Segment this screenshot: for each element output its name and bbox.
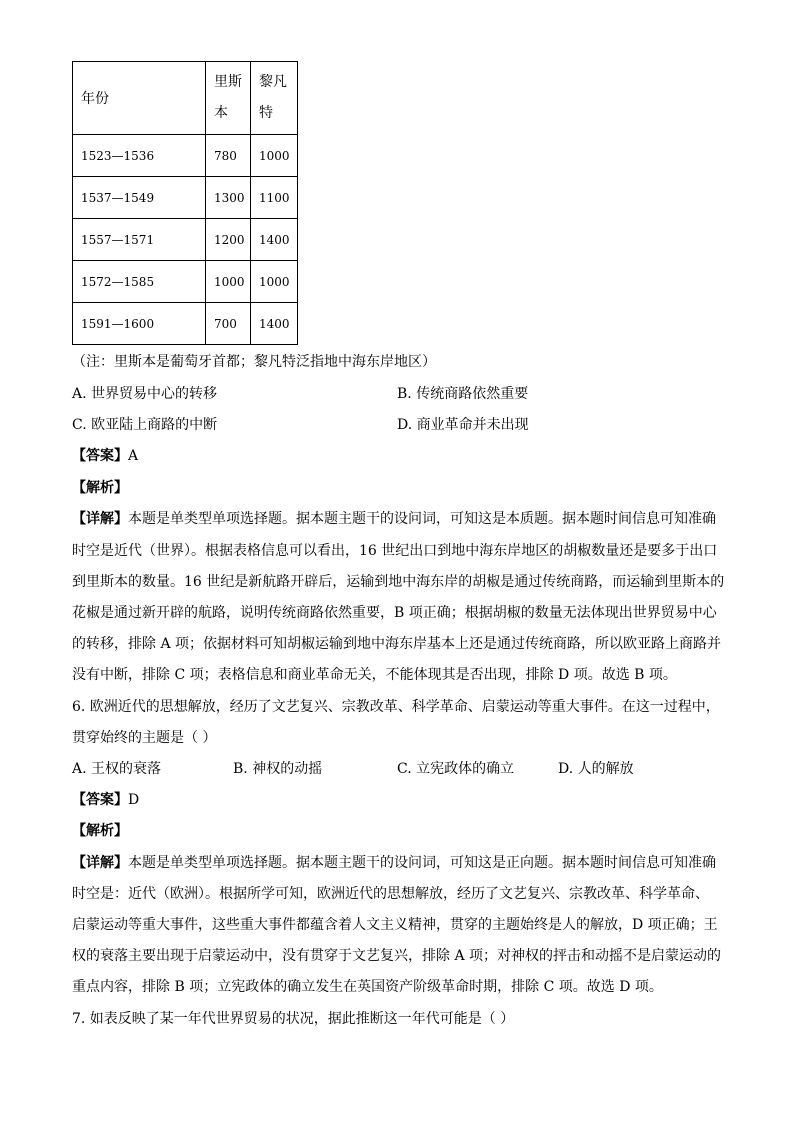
table-row: [73, 177, 298, 219]
cell-year: 1537—1549: [73, 177, 206, 219]
q5-detail-line: 到里斯本的数量。16 世纪是新航路开辟后，运输到地中海东岸的胡椒是通过传统商路，而运输到里斯本的: [72, 574, 725, 590]
q6-option-b: B. 神权的动摇: [233, 761, 323, 777]
q5-option-b: B. 传统商路依然重要: [397, 386, 529, 402]
q7-stem: 7. 如表反映了某一年代世界贸易的状况，据此推断这一年代可能是（ ）: [72, 1011, 515, 1027]
table-row: [73, 219, 298, 261]
cell-lisbon: 700: [206, 303, 251, 345]
cell-year: 1572—1585: [73, 261, 206, 303]
q6-detail-line: 重点内容，排除 B 项；立宪政体的确立发生在英国资产阶级革命时期，排除 C 项。故选 D 项。: [72, 979, 663, 995]
answer-value: A: [128, 448, 139, 464]
q6-detail-line: 启蒙运动等重大事件，这些重大事件都蕴含着人文主义精神，贯穿的主题始终是人的解放，D 项正确；王: [72, 917, 718, 933]
q5-option-d: D. 商业革命并未出现: [397, 417, 529, 433]
detail-tag: 【详解】: [72, 511, 128, 527]
pepper-export-table: [72, 61, 298, 345]
cell-lisbon: 1000: [206, 261, 251, 303]
table-header-row: [73, 62, 298, 135]
cell-levant: 1000: [251, 261, 298, 303]
q5-detail-line: 时空是近代（世界）。根据表格信息可以看出，16 世纪出口到地中海东岸地区的胡椒数量还是要多于出口: [72, 543, 718, 559]
cell-levant: 1000: [251, 135, 298, 177]
answer-value: D: [128, 792, 140, 808]
q6-detail-line: 时空是：近代（欧洲）。根据所学可知，欧洲近代的思想解放，经历了文艺复兴、宗教改革、科学革命、: [72, 886, 709, 902]
q6-stem: 贯穿始终的主题是（ ）: [72, 730, 217, 746]
cell-levant: 1400: [251, 219, 298, 261]
q6-stem: 6. 欧洲近代的思想解放，经历了文艺复兴、宗教改革、科学革命、启蒙运动等重大事件。在这一过程中，: [72, 699, 720, 715]
detail-tag: 【详解】: [72, 855, 128, 871]
table-note: （注：里斯本是葡萄牙首都；黎凡特泛指地中海东岸地区）: [72, 354, 436, 370]
cell-levant: 1100: [251, 177, 298, 219]
q6-analysis-tag: 【解析】: [72, 823, 128, 839]
answer-tag: 【答案】: [72, 792, 128, 808]
q6-option-d: D. 人的解放: [558, 761, 634, 777]
q5-detail-line: 没有中断，排除 C 项；表格信息和商业革命无关，不能体现其是否出现，排除 D 项。故选 B 项。: [72, 667, 677, 683]
table-row: [73, 303, 298, 345]
cell-lisbon: 780: [206, 135, 251, 177]
cell-year: 1591—1600: [73, 303, 206, 345]
header-lisbon: 里斯 本: [206, 62, 251, 135]
q5-answer: [72, 446, 138, 466]
cell-lisbon: 1300: [206, 177, 251, 219]
q5-detail-line: 【详解】本题是单类型单项选择题。据本题主题干的设问词，可知这是本质题。据本题时间信息可知准确: [72, 511, 716, 527]
q6-option-a: A. 王权的衰落: [72, 761, 162, 777]
table-row: [73, 261, 298, 303]
q6-answer: [72, 790, 139, 810]
cell-lisbon: 1200: [206, 219, 251, 261]
cell-levant: 1400: [251, 303, 298, 345]
q5-option-c: C. 欧亚陆上商路的中断: [72, 417, 218, 433]
header-year: 年份: [73, 62, 206, 135]
table-row: [73, 135, 298, 177]
q5-option-a: A. 世界贸易中心的转移: [72, 386, 218, 402]
cell-year: 1523—1536: [73, 135, 206, 177]
q6-detail-line: 【详解】本题是单类型单项选择题。据本题主题干的设问词，可知这是正向题。据本题时间信息可知准确: [72, 855, 716, 871]
q5-detail-line: 花椒是通过新开辟的航路，说明传统商路依然重要，B 项正确；根据胡椒的数量无法体现出世界贸易中心: [72, 605, 717, 621]
cell-year: 1557—1571: [73, 219, 206, 261]
q5-detail-line: 的转移，排除 A 项；依据材料可知胡椒运输到地中海东岸基本上还是通过传统商路，所以欧亚路上商路并: [72, 636, 722, 652]
q6-option-c: C. 立宪政体的确立: [397, 761, 515, 777]
header-levant: 黎凡 特: [251, 62, 298, 135]
q6-detail-line: 权的衰落主要出现于启蒙运动中，没有贯穿于文艺复兴，排除 A 项；对神权的抨击和动摇不是启蒙运动的: [72, 948, 722, 964]
q5-analysis-tag: 【解析】: [72, 480, 128, 496]
answer-tag: 【答案】: [72, 448, 128, 464]
